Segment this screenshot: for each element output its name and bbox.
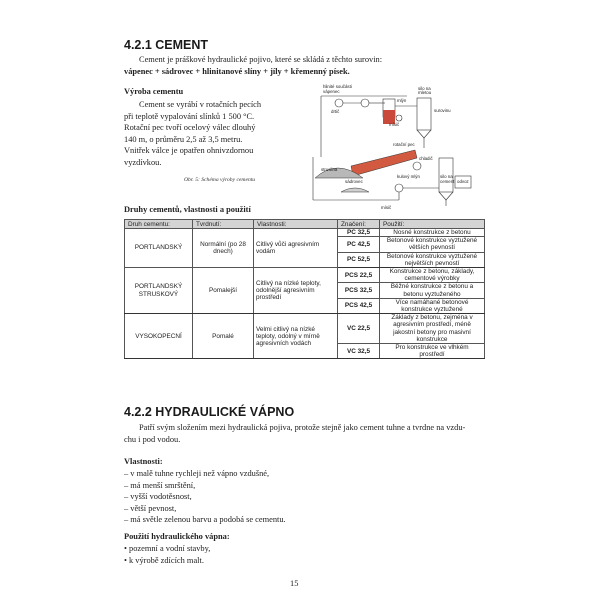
label-chladic: chladič — [419, 156, 433, 161]
cell-code: PCS 22,5 — [338, 268, 380, 283]
label-silo-3: surovinu — [434, 108, 451, 113]
label-rotacni-pec: rotační pec — [393, 142, 415, 147]
cell-code: PCS 42,5 — [338, 298, 380, 313]
list-item: • pozemní a vodní stavby, — [124, 544, 211, 553]
list-item: – větší pevnost, — [124, 503, 177, 513]
list-item: • k výrobě zdících malt. — [124, 555, 204, 565]
cell-use: Betonové konstrukce vyztužené největších pevností — [380, 252, 485, 267]
table-row — [125, 314, 485, 344]
label-misic-bottom: mísič — [381, 205, 392, 210]
list-item: – má menší smrštění, — [124, 480, 196, 490]
production-line-5: Vnitřek válce je opatřen ohnivzdornou — [124, 146, 254, 156]
label-silo-2: mletou — [418, 90, 432, 95]
use-title: Použití hydraulického vápna: — [124, 532, 230, 541]
cell-code: PC 42,5 — [338, 237, 380, 252]
label-silo-cement-2: cement — [440, 179, 455, 184]
cell-use: Více namáhané betonové konstrukce vyztužené — [380, 298, 485, 313]
label-mlyn: mlýn — [397, 98, 407, 103]
section-title-hydraulic-lime: 4.2.2 HYDRAULICKÉ VÁPNO — [124, 405, 295, 419]
cell-hardening-portland: Normální (po 28 dnech) — [193, 229, 254, 268]
cell-use: Konstrukce z betonu, základy, cementové výrobky — [380, 268, 485, 283]
header-code: Značení: — [338, 220, 380, 229]
cement-intro-line2: vápenec + sádrovec + hlinitanové slíny + jíly + křemenný písek. — [124, 67, 350, 76]
properties-list — [124, 468, 286, 526]
header-properties: Vlastnosti: — [254, 220, 338, 229]
list-item: – má světle zelenou barvu a podobá se cementu. — [124, 515, 286, 525]
label-odvoz: odvoz — [457, 179, 469, 184]
cell-properties-blastfurnace: Velmi citlivý na nízké teploty, odolný v mírně agresivních vodách — [254, 314, 338, 359]
rotary-kiln — [351, 150, 417, 176]
cement-types-table — [124, 219, 485, 359]
list-item: – vyšší vodotěsnost, — [124, 492, 192, 502]
label-silo-1: silo na — [418, 86, 431, 91]
section-title-cement: 4.2.1 CEMENT — [124, 38, 209, 52]
cement-production-diagram — [307, 82, 479, 220]
header-use: Použití: — [380, 220, 485, 229]
production-line-1: Cement se vyrábí v rotačních pecích — [139, 100, 262, 109]
cell-type-blastfurnace: VYSOKOPECNÍ — [125, 314, 193, 359]
header-hardening: Tvrdnutí: — [193, 220, 254, 229]
cell-use: Nosné konstrukce z betonu — [380, 229, 485, 237]
label-drtic: drtič — [331, 109, 340, 114]
cell-properties-slag: Citlivý na nízké teploty, odolnější agresivním prostředí — [254, 268, 338, 314]
header-type: Druh cementu: — [125, 220, 193, 229]
table-row — [125, 268, 485, 283]
cell-hardening-slag: Pomalejší — [193, 268, 254, 314]
cell-code: PCS 32,5 — [338, 283, 380, 298]
table-row — [125, 229, 485, 237]
label-hlinite: hlinité součásti — [323, 84, 352, 89]
label-silo-cement-1: silo na — [440, 174, 453, 179]
cell-use: Pro konstrukce ve vlhkém prostředí — [380, 344, 485, 359]
cell-type-portland: PORTLANDSKÝ — [125, 229, 193, 268]
production-line-2: při teplotě vypalování slínků 1 500 °C. — [124, 111, 255, 121]
cell-type-slag: PORTLANDSKÝ STRUSKOVÝ — [125, 268, 193, 314]
cell-use: Betonové konstrukce vyztužené větších pevností — [380, 237, 485, 252]
label-misic-top: mísič — [389, 122, 400, 127]
cell-properties-portland: Citlivý vůči agresivním vodám — [254, 229, 338, 268]
cell-hardening-blastfurnace: Pomalé — [193, 314, 254, 359]
lime-intro-line2: chu i pod vodou. — [124, 435, 181, 444]
page-number: 15 — [290, 579, 299, 588]
production-line-4: 140 m, o průměru 2,5 až 3,5 metru. — [124, 134, 243, 144]
label-strusina: struslina — [321, 167, 338, 172]
production-text — [124, 99, 304, 169]
cell-use: Běžné konstrukce z betonu a betonu vyztuženého — [380, 283, 485, 298]
cell-code: VC 22,5 — [338, 314, 380, 344]
cell-use: Základy z betonu, zejména v agresivním prostředí, méně jakostní betony pro masivní konstrukce — [380, 314, 485, 344]
figure-caption: Obr. 5: Schéma výroby cementu — [184, 177, 256, 183]
cell-code: VC 32,5 — [338, 344, 380, 359]
production-line-6: vyzdívkou. — [124, 157, 162, 167]
label-sadrovec: sádrovec — [345, 179, 363, 184]
properties-title: Vlastnosti: — [124, 457, 163, 466]
list-item: – v malě tuhne rychleji než vápno vzdušné, — [124, 469, 270, 478]
cement-intro-line1: Cement je práškové hydraulické pojivo, které se skládá z těchto surovin: — [139, 55, 383, 64]
table-header-row — [125, 220, 485, 229]
gypsum-heap — [341, 188, 369, 192]
lime-intro-line1: Patří svým složením mezi hydraulická pojiva, protože stejně jako cement tuhne a tvrdne na vzdu- — [139, 423, 466, 432]
label-kulovy-mlyn: kulový mlýn — [397, 174, 420, 179]
label-vapenec: vápenec — [323, 89, 340, 94]
cell-code: PC 32,5 — [338, 229, 380, 237]
table-title: Druhy cementů, vlastnosti a použití — [124, 205, 251, 214]
production-subtitle: Výroba cementu — [124, 87, 184, 96]
cell-code: PC 52,5 — [338, 252, 380, 267]
production-line-3: Rotační pec tvoří ocelový válec dlouhý — [124, 123, 256, 133]
use-list — [124, 543, 210, 566]
